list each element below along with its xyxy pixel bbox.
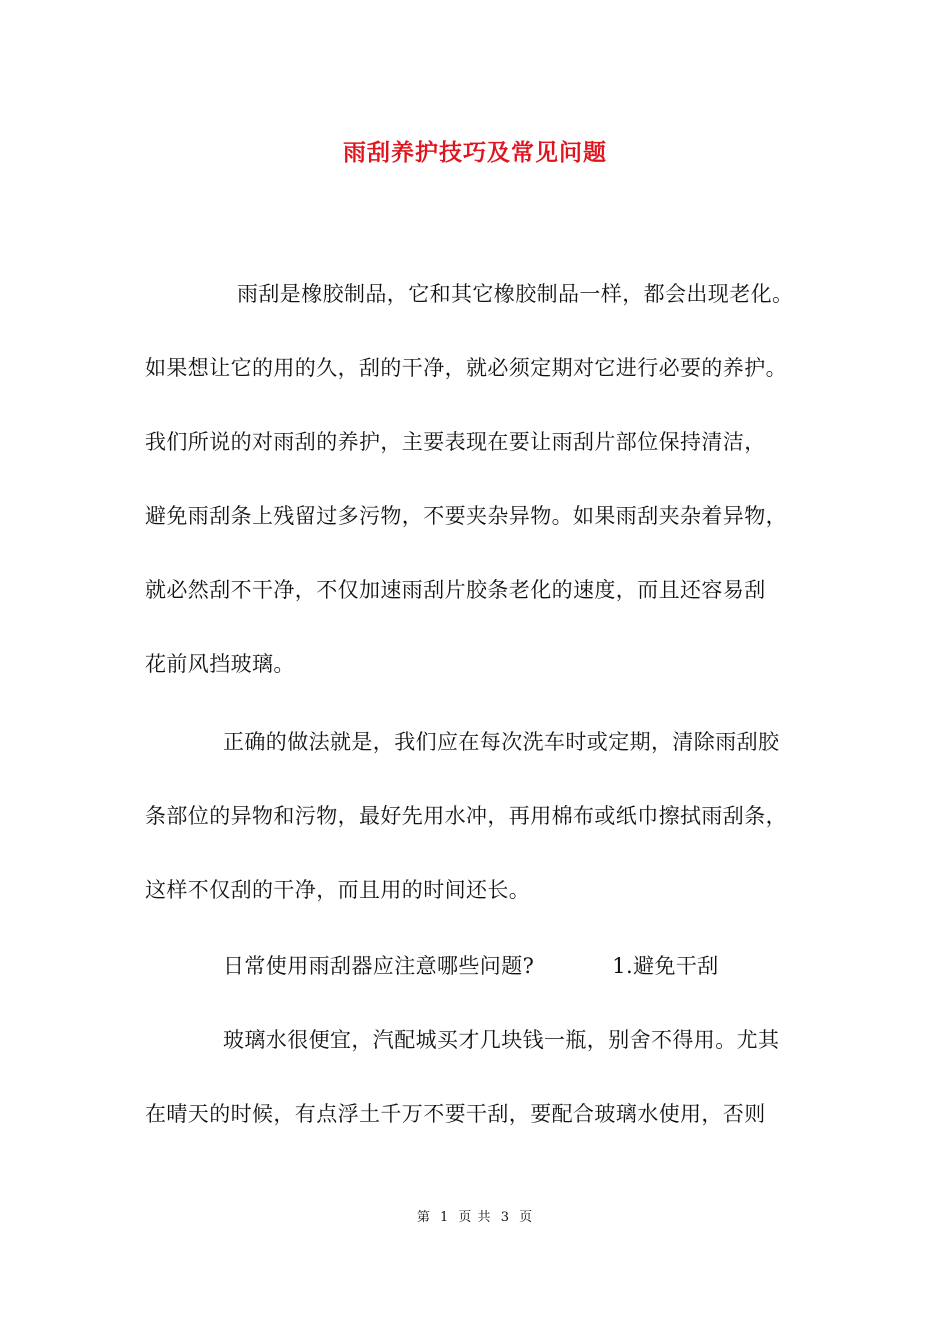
section-question: 日常使用雨刮器应注意哪些问题?	[223, 954, 535, 978]
paragraph-line: 正确的做法就是，我们应在每次洗车时或定期，清除雨刮胶	[223, 730, 780, 754]
paragraph-line: 如果想让它的用的久，刮的干净，就必须定期对它进行必要的养护。	[145, 356, 787, 380]
page-footer	[0, 1208, 950, 1228]
paragraph-line: 我们所说的对雨刮的养护，主要表现在要让雨刮片部位保持清洁，	[145, 430, 766, 454]
paragraph-line: 玻璃水很便宜，汽配城买才几块钱一瓶，别舍不得用。尤其	[223, 1028, 780, 1052]
footer-total-pages: 3	[500, 1210, 510, 1225]
paragraph-line: 就必然刮不干净，不仅加速雨刮片胶条老化的速度，而且还容易刮	[145, 578, 766, 602]
section-item-heading: 1.避免干刮	[612, 954, 719, 978]
paragraph-line: 雨刮是橡胶制品，它和其它橡胶制品一样，都会出现老化。	[237, 282, 794, 306]
footer-suffix: 页	[519, 1210, 534, 1225]
section-heading-line	[223, 951, 719, 981]
paragraph-line: 条部位的异物和污物，最好先用水冲，再用棉布或纸巾擦拭雨刮条，	[145, 804, 787, 828]
footer-mid: 页 共	[458, 1210, 492, 1225]
paragraph-line: 在晴天的时候，有点浮土千万不要干刮，要配合玻璃水使用，否则	[145, 1102, 766, 1126]
paragraph-line: 这样不仅刮的干净，而且用的时间还长。	[145, 878, 531, 902]
document-title: 雨刮养护技巧及常见问题	[343, 139, 607, 166]
paragraph-line: 花前风挡玻璃。	[145, 652, 295, 676]
paragraph-line: 避免雨刮条上残留过多污物，不要夹杂异物。如果雨刮夹杂着异物，	[145, 504, 787, 528]
footer-prefix: 第	[416, 1210, 431, 1225]
footer-page-number: 1	[440, 1210, 450, 1225]
